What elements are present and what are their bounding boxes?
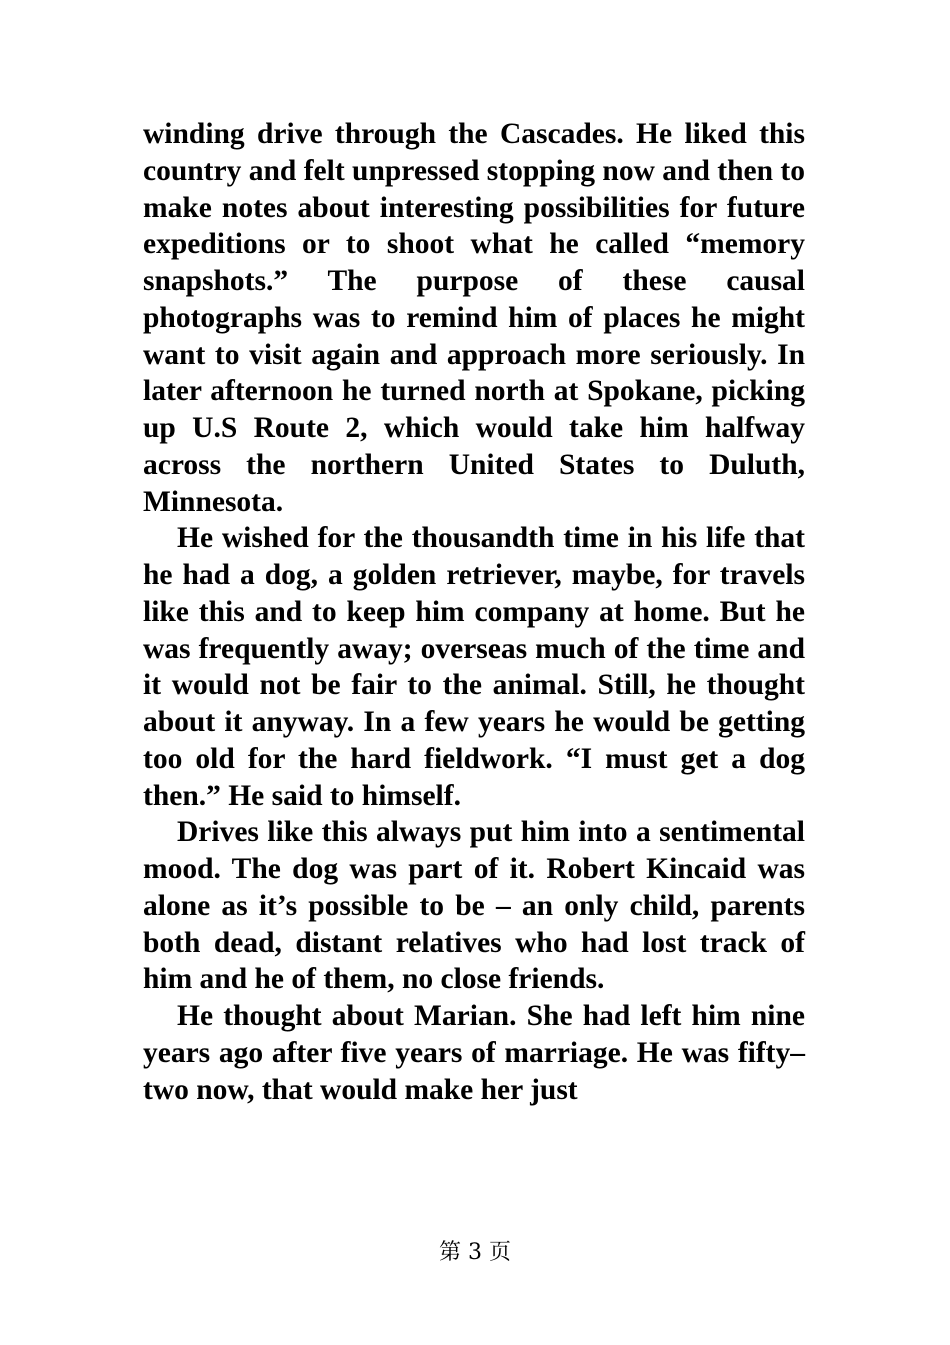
- paragraph-1: winding drive through the Cascades. He liked this country and felt unpressed stopping now and then to make notes about interesting possibilities for future expeditions or to shoot what he called “memory snapshots.” The purpose of these causal photographs was to remind him of places he might want to visit again and approach more seriously. In later afternoon he turned north at Spokane, picking up U.S Route 2, which would take him halfway across the northern United States to Duluth, Minnesota.: [143, 118, 805, 518]
- page-number: 第 3 页: [439, 1240, 511, 1265]
- body-text: [143, 116, 805, 1108]
- paragraph-2: He wished for the thousandth time in his life that he had a dog, a golden retriever, maybe, for travels like this and to keep him company at home. But he was frequently away; overseas much of the time and it would not be fair to the animal. Still, he thought about it anyway. In a few years he would be getting too old for the hard fieldwork. “I must get a dog then.” He said to himself.: [143, 522, 805, 812]
- paragraph-4: He thought about Marian. She had left him nine years ago after five years of marriage. He was fifty–two now, that would make her just: [143, 1000, 805, 1106]
- paragraph-3: Drives like this always put him into a sentimental mood. The dog was part of it. Robert Kincaid was alone as it’s possible to be – an only child, parents both dead, distant relatives who had lost track of him and he of them, no close friends.: [143, 816, 805, 996]
